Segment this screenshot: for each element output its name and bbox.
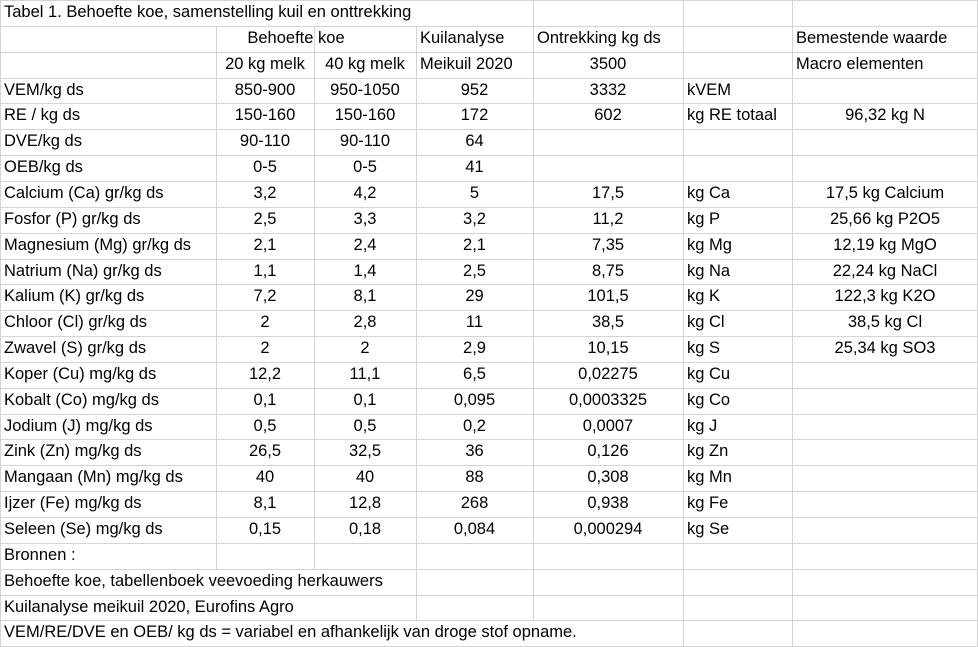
table-cell[interactable]: 3,3 (353, 209, 377, 228)
table-cell[interactable]: 602 (594, 106, 622, 125)
row-label[interactable]: VEM/kg ds (4, 80, 84, 99)
table-cell[interactable]: 2 (260, 313, 270, 332)
table-cell[interactable]: 2,1 (463, 235, 486, 254)
table-cell[interactable]: 90-110 (239, 132, 291, 151)
table-cell[interactable]: 38,5 kg Cl (847, 313, 923, 332)
table-cell[interactable]: 88 (465, 468, 484, 487)
table-cell[interactable]: Behoefte koe (247, 28, 345, 47)
table-cell[interactable]: 0,0007 (582, 416, 634, 435)
table-cell[interactable]: Meikuil 2020 (420, 54, 513, 73)
table-cell[interactable]: kg Cl (687, 313, 725, 332)
grid-line-vertical (792, 491, 793, 518)
row-label[interactable]: Seleen (Se) mg/kg ds (4, 520, 163, 538)
row-label[interactable]: Chloor (Cl) gr/kg ds (4, 313, 148, 332)
table-cell[interactable]: 11 (465, 313, 484, 332)
table-cell[interactable]: 2,9 (463, 339, 486, 358)
table-cell[interactable]: 64 (465, 132, 484, 151)
table-cell[interactable]: 0,938 (587, 494, 629, 513)
row-label[interactable]: Bronnen : (4, 545, 76, 564)
grid-line-vertical (533, 155, 534, 182)
grid-line-vertical (0, 26, 1, 53)
table-cell[interactable]: Macro elementen (796, 54, 924, 73)
table-cell[interactable]: kg Cu (687, 364, 731, 383)
table-cell[interactable]: 7,2 (253, 287, 277, 306)
table-cell[interactable]: 0,095 (453, 390, 496, 409)
row-label[interactable]: RE / kg ds (4, 106, 81, 125)
row-label[interactable]: Koper (Cu) mg/kg ds (4, 364, 157, 383)
table-cell[interactable]: 11,2 (592, 209, 624, 228)
table-cell[interactable]: 10,15 (587, 339, 629, 358)
table-cell[interactable]: 101,5 (587, 287, 629, 306)
table-cell[interactable]: 2,5 (253, 209, 277, 228)
table-cell[interactable]: 90-110 (339, 132, 391, 151)
table-cell[interactable]: 40 kg melk (325, 54, 405, 73)
table-cell[interactable]: 12,2 (248, 364, 282, 383)
table-cell[interactable]: 6,5 (463, 364, 486, 383)
table-cell[interactable]: 122,3 kg K2O (834, 287, 936, 306)
table-cell[interactable]: 17,5 (591, 183, 625, 202)
table-cell[interactable]: 32,5 (348, 442, 382, 461)
row-label[interactable]: Jodium (J) mg/kg ds (4, 416, 153, 435)
grid-line-vertical (792, 155, 793, 182)
row-label[interactable]: Magnesium (Mg) gr/kg ds (4, 235, 192, 254)
table-cell[interactable]: 0,02275 (578, 364, 638, 383)
table-cell[interactable]: 2,1 (253, 235, 277, 254)
table-cell[interactable]: kg Mn (687, 468, 732, 487)
grid-line-vertical (792, 78, 793, 105)
table-cell[interactable]: 850-900 (234, 80, 296, 99)
table-cell[interactable]: 0,1 (353, 390, 377, 409)
table-cell[interactable]: 8,1 (353, 287, 377, 306)
table-cell[interactable]: 0,0003325 (569, 390, 647, 409)
table-cell[interactable]: 41 (465, 158, 484, 177)
row-label[interactable]: Natrium (Na) gr/kg ds (4, 261, 162, 280)
table-cell[interactable]: 2,4 (353, 235, 377, 254)
table-cell[interactable]: 1,4 (353, 261, 377, 280)
table-cell[interactable]: Bemestende waarde (796, 28, 948, 47)
table-cell[interactable]: 96,32 kg N (845, 106, 925, 125)
table-cell[interactable]: 11,1 (349, 364, 381, 383)
row-label[interactable]: Mangaan (Mn) mg/kg ds (4, 468, 183, 487)
table-cell[interactable]: kg Mg (687, 235, 732, 254)
table-cell[interactable]: kg Zn (687, 442, 729, 461)
table-cell[interactable]: 36 (465, 442, 484, 461)
row-label[interactable]: Ijzer (Fe) mg/kg ds (4, 494, 142, 513)
table-cell[interactable]: 0,18 (348, 520, 382, 538)
table-cell[interactable]: 150-160 (334, 106, 396, 125)
table-cell[interactable]: 0,2 (463, 416, 486, 435)
grid-line-vertical (792, 388, 793, 415)
table-cell[interactable]: 150-160 (234, 106, 296, 125)
grid-line-vertical (792, 414, 793, 441)
table-cell[interactable]: 0,126 (587, 442, 629, 461)
table-cell[interactable]: kg RE totaal (687, 106, 777, 125)
row-label[interactable]: Behoefte koe, tabellenboek veevoeding herkauwers (4, 571, 383, 590)
grid-line-vertical (683, 155, 684, 182)
table-cell[interactable]: 26,5 (248, 442, 282, 461)
grid-line-vertical (0, 52, 1, 79)
table-cell[interactable]: 29 (465, 287, 484, 306)
table-cell[interactable]: 3332 (589, 80, 627, 99)
table-cell[interactable]: 25,66 kg P2O5 (829, 209, 941, 228)
table-cell[interactable]: kg Fe (687, 494, 729, 513)
table-cell[interactable]: kg J (687, 416, 718, 435)
row-label[interactable]: Zink (Zn) mg/kg ds (4, 442, 142, 461)
table-cell[interactable]: 40 (355, 468, 375, 487)
grid-line-vertical (533, 129, 534, 156)
table-cell[interactable]: 0,084 (453, 520, 496, 538)
table-cell[interactable]: 3500 (589, 54, 627, 73)
row-label[interactable]: Kobalt (Co) mg/kg ds (4, 390, 159, 409)
grid-line-vertical (683, 129, 684, 156)
table-cell[interactable]: 8,1 (253, 494, 277, 513)
table-cell[interactable]: 22,24 kg NaCl (832, 261, 938, 280)
table-cell[interactable]: kg Co (687, 390, 731, 409)
table-cell[interactable]: 172 (460, 106, 489, 125)
table-cell[interactable]: Kuilanalyse (420, 28, 505, 47)
table-cell[interactable]: 5 (469, 183, 480, 202)
grid-line-vertical (792, 465, 793, 492)
table-cell[interactable]: 8,75 (591, 261, 625, 280)
table-cell[interactable]: kg Na (687, 261, 731, 280)
table-cell[interactable]: 3,2 (253, 183, 277, 202)
table-cell[interactable]: 4,2 (353, 183, 377, 202)
table-cell[interactable]: 12,19 kg MgO (833, 235, 937, 254)
table-cell[interactable]: 0,000294 (573, 520, 643, 538)
table-cell[interactable]: kg Ca (687, 183, 731, 202)
row-label[interactable]: Calcium (Ca) gr/kg ds (4, 183, 164, 202)
table-cell[interactable]: 38,5 (591, 313, 625, 332)
table-cell[interactable]: kg S (687, 339, 721, 358)
table-cell[interactable]: 952 (460, 80, 489, 99)
table-cell[interactable]: 0-5 (353, 158, 377, 177)
table-cell[interactable]: 2 (260, 339, 270, 358)
table-cell[interactable]: 0,308 (587, 468, 629, 487)
table-cell[interactable]: 12,8 (348, 494, 382, 513)
grid-line-vertical (683, 52, 684, 79)
row-label[interactable]: OEB/kg ds (4, 158, 83, 177)
grid-line-vertical (792, 362, 793, 389)
row-label[interactable]: DVE/kg ds (4, 132, 82, 151)
table-cell[interactable]: 0,5 (353, 416, 377, 435)
table-cell[interactable]: 17,5 kg Calcium (825, 183, 945, 202)
table-cell[interactable]: 2 (360, 339, 370, 358)
table-cell[interactable]: 7,35 (591, 235, 625, 254)
table-cell[interactable]: 2,8 (353, 313, 377, 332)
table-cell[interactable]: 0,1 (253, 390, 277, 409)
table-cell[interactable]: kg P (687, 209, 721, 228)
grid-line-vertical (792, 517, 793, 544)
row-label[interactable]: Kalium (K) gr/kg ds (4, 287, 145, 306)
table-cell[interactable]: 2,5 (463, 261, 486, 280)
table-cell[interactable]: Ontrekking kg ds (537, 28, 661, 47)
table-cell[interactable]: 268 (460, 494, 489, 513)
row-label[interactable]: VEM/RE/DVE en OEB/ kg ds = variabel en afhankelijk van droge stof opname. (4, 623, 577, 642)
table-cell[interactable]: 0,5 (253, 416, 277, 435)
table-cell[interactable]: 0-5 (253, 158, 277, 177)
table-cell[interactable]: 3,2 (463, 209, 486, 228)
row-label[interactable]: Fosfor (P) gr/kg ds (4, 209, 141, 228)
table-cell[interactable]: kg K (687, 287, 721, 306)
table-title[interactable]: Tabel 1. Behoefte koe, samenstelling kuil en onttrekking (4, 3, 412, 21)
grid-line-vertical (792, 129, 793, 156)
grid-line-vertical (792, 439, 793, 466)
grid-line-vertical (683, 26, 684, 53)
table-cell[interactable]: 25,34 kg SO3 (834, 339, 936, 358)
table-cell[interactable]: 1,1 (253, 261, 277, 280)
table-cell[interactable]: kVEM (687, 80, 732, 99)
table-cell[interactable]: 950-1050 (330, 80, 400, 99)
table-cell[interactable]: 40 (255, 468, 275, 487)
row-label[interactable]: Kuilanalyse meikuil 2020, Eurofins Agro (4, 597, 294, 616)
table-cell[interactable]: 20 kg melk (225, 54, 305, 73)
row-label[interactable]: Zwavel (S) gr/kg ds (4, 339, 147, 358)
table-cell[interactable]: 0,15 (248, 520, 282, 538)
table-cell[interactable]: kg Se (687, 520, 730, 538)
